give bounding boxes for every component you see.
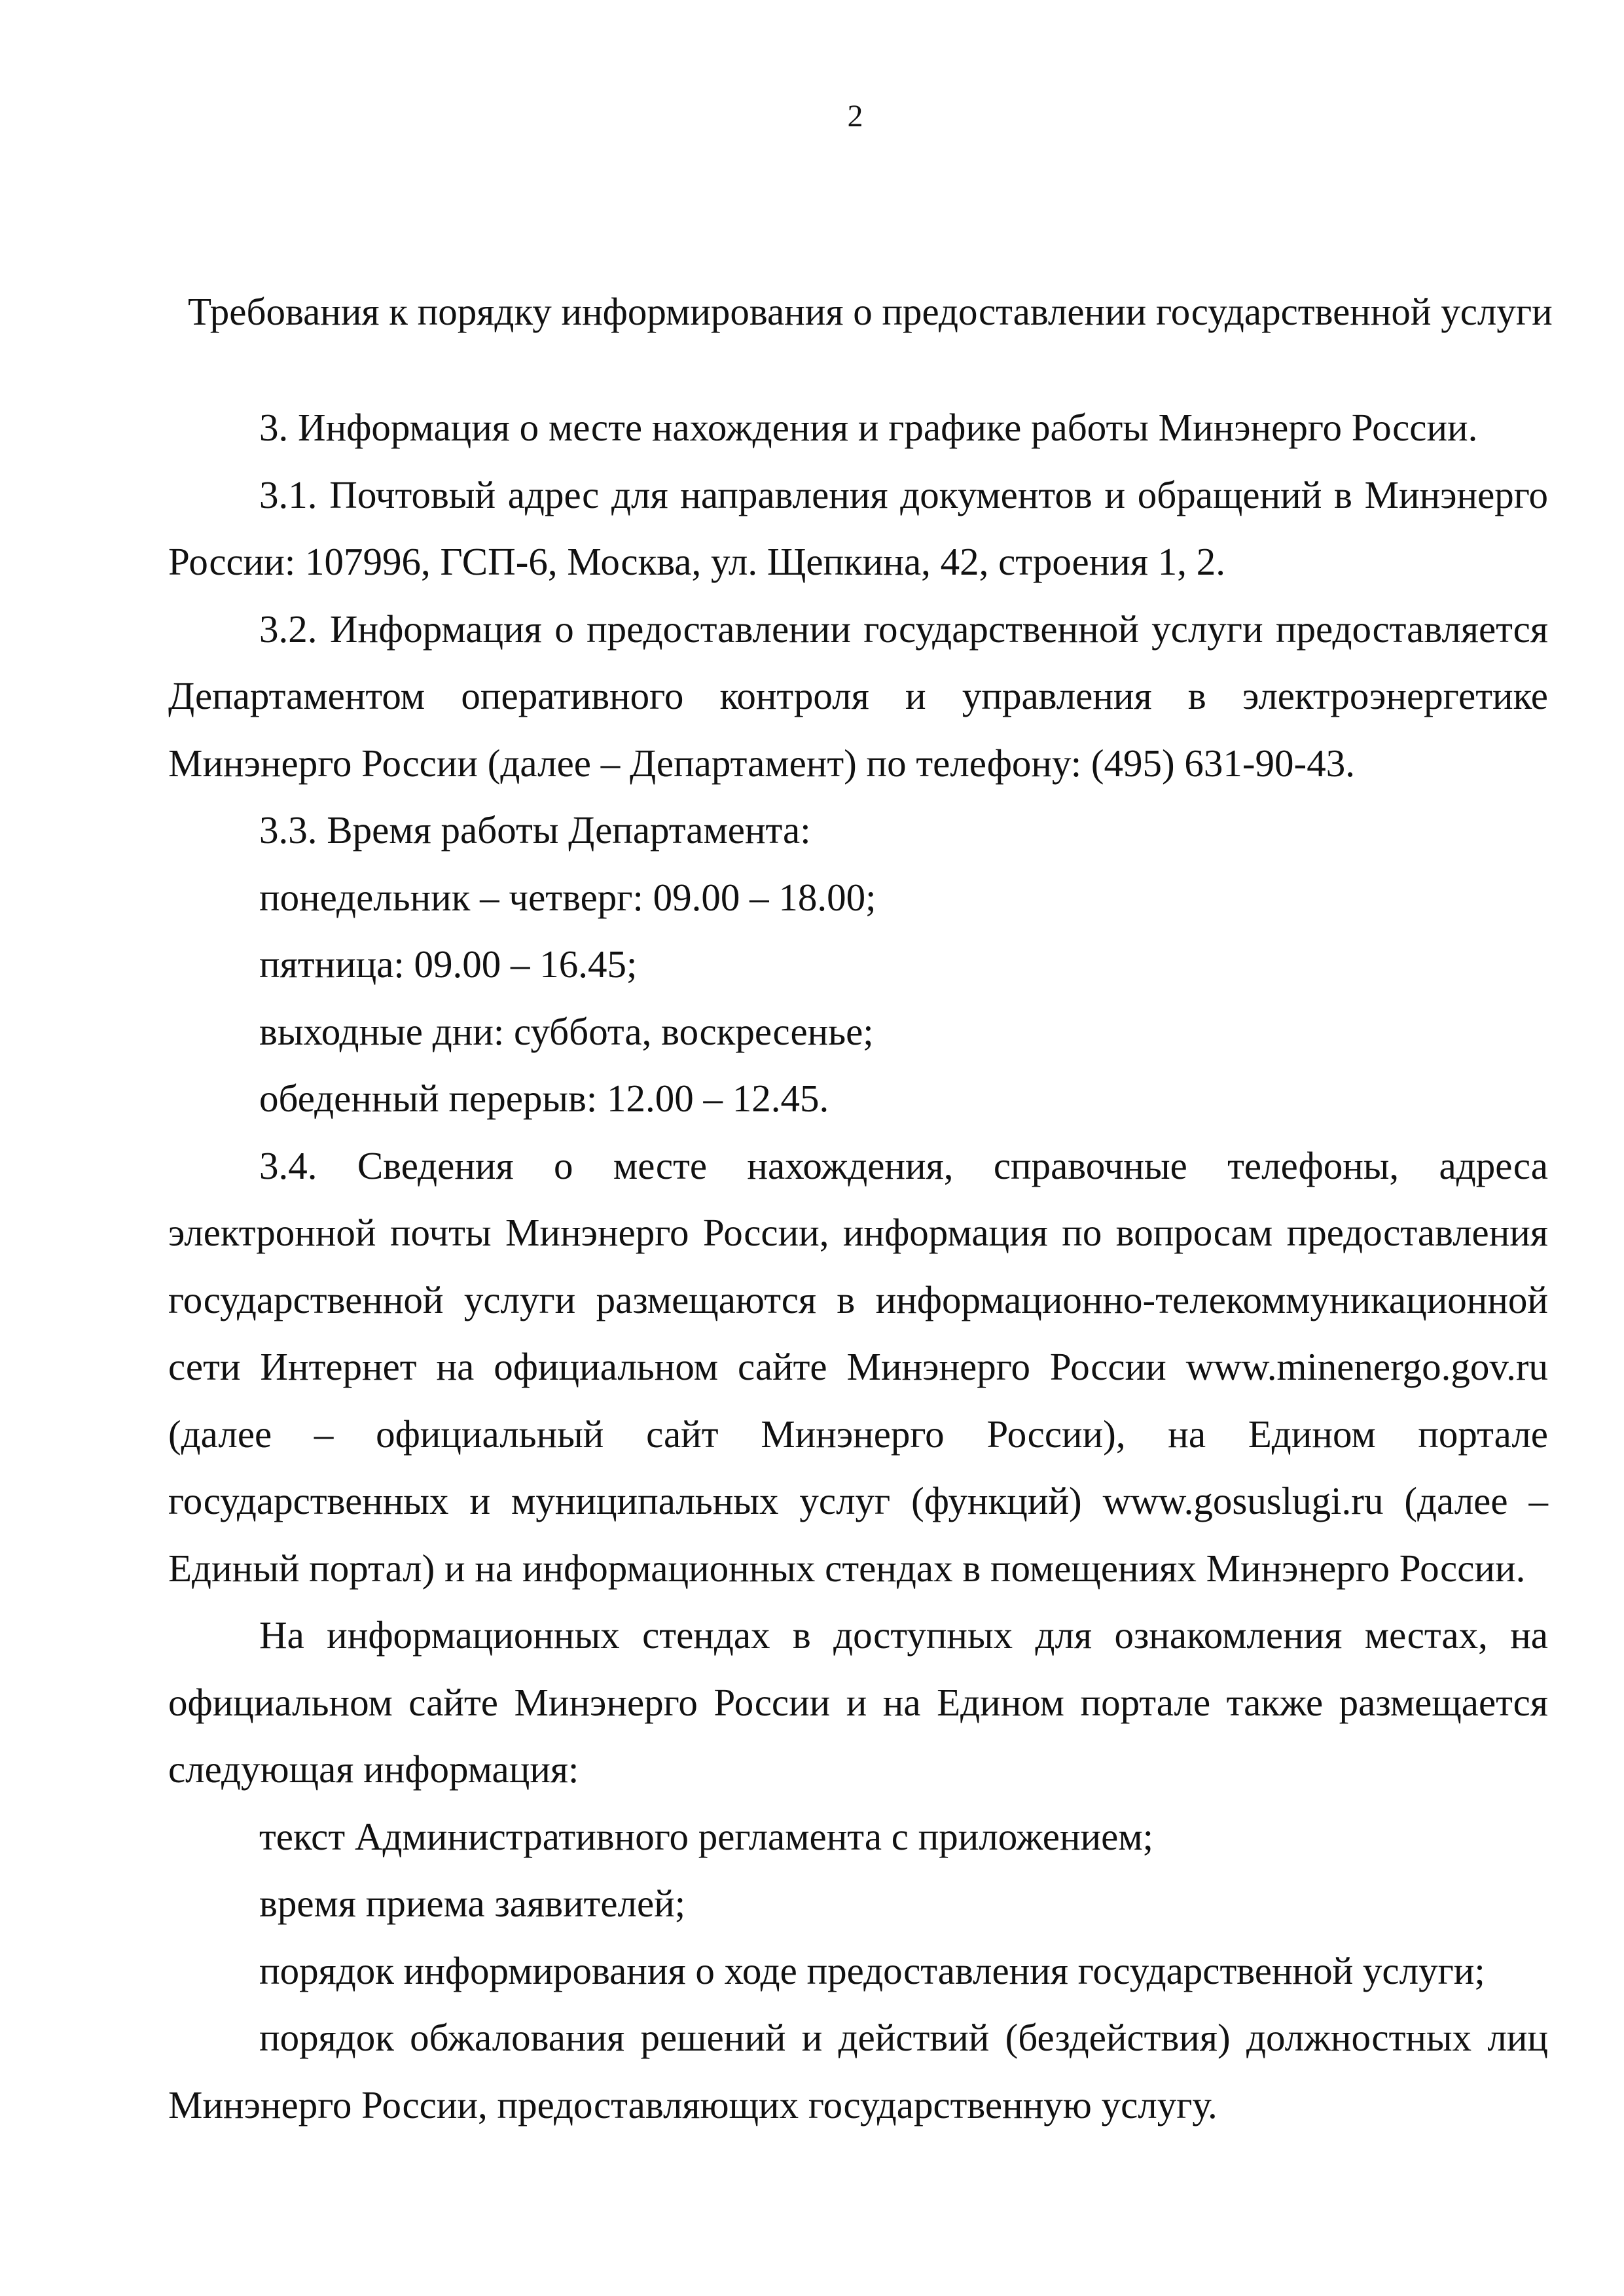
paragraph-stands: На информационных стендах в доступных для ознакомления местах, на официальном сайте Минэнерго России и на Едином портале также размещается следующая информация: (168, 1613, 1548, 1791)
schedule-lunch: обеденный перерыв: 12.00 – 12.45. (259, 1077, 829, 1120)
schedule-weekdays: понедельник – четверг: 09.00 – 18.00; (259, 875, 876, 919)
schedule-weekend: выходные дни: суббота, воскресенье; (259, 1009, 874, 1053)
paragraph-3-1: 3.1. Почтовый адрес для направления документов и обращений в Минэнерго России: 107996, ГСП-6, Москва, ул. Щепкина, 42, строения 1, 2. (168, 473, 1548, 583)
paragraph-3: 3. Информация о месте нахождения и графике работы Минэнерго России. (259, 406, 1478, 449)
paragraph-3-3: 3.3. Время работы Департамента: (259, 808, 811, 852)
stand-item-regulation: текст Административного регламента с приложением; (259, 1814, 1154, 1858)
stand-item-informing: порядок информирования о ходе предоставления государственной услуги; (259, 1948, 1485, 1992)
paragraph-3-2: 3.2. Информация о предоставлении государственной услуги предоставляется Департаментом оперативного контроля и управления в электроэнергетике Минэнерго России (далее – Департамент) по телефону: (495) 631-90-43. (168, 607, 1548, 785)
paragraph-3-4: 3.4. Сведения о месте нахождения, справочные телефоны, адреса электронной почты Минэнерго России, информация по вопросам предоставления государственной услуги размещаются в информационно-телекоммуникационной сети Интернет на официальном сайте Минэнерго России www.minenergo.gov.ru (далее – официальный сайт Минэнерго России), на Едином портале государственных и муниципальных услуг (функций) www.gosuslugi.ru (далее – Единый портал) и на информационных стендах в помещениях Минэнерго России. (168, 1143, 1548, 1590)
paragraph-appeal: порядок обжалования решений и действий (бездействия) должностных лиц Минэнерго России, предоставляющих государственную услугу. (168, 2016, 1548, 2126)
section-heading: Требования к порядку информирования о предоставлении государственной услуги (188, 290, 1553, 333)
page-number: 2 (847, 99, 863, 134)
schedule-friday: пятница: 09.00 – 16.45; (259, 942, 638, 986)
stand-item-reception: время приема заявителей; (259, 1882, 686, 1925)
document-body (168, 394, 1548, 2138)
